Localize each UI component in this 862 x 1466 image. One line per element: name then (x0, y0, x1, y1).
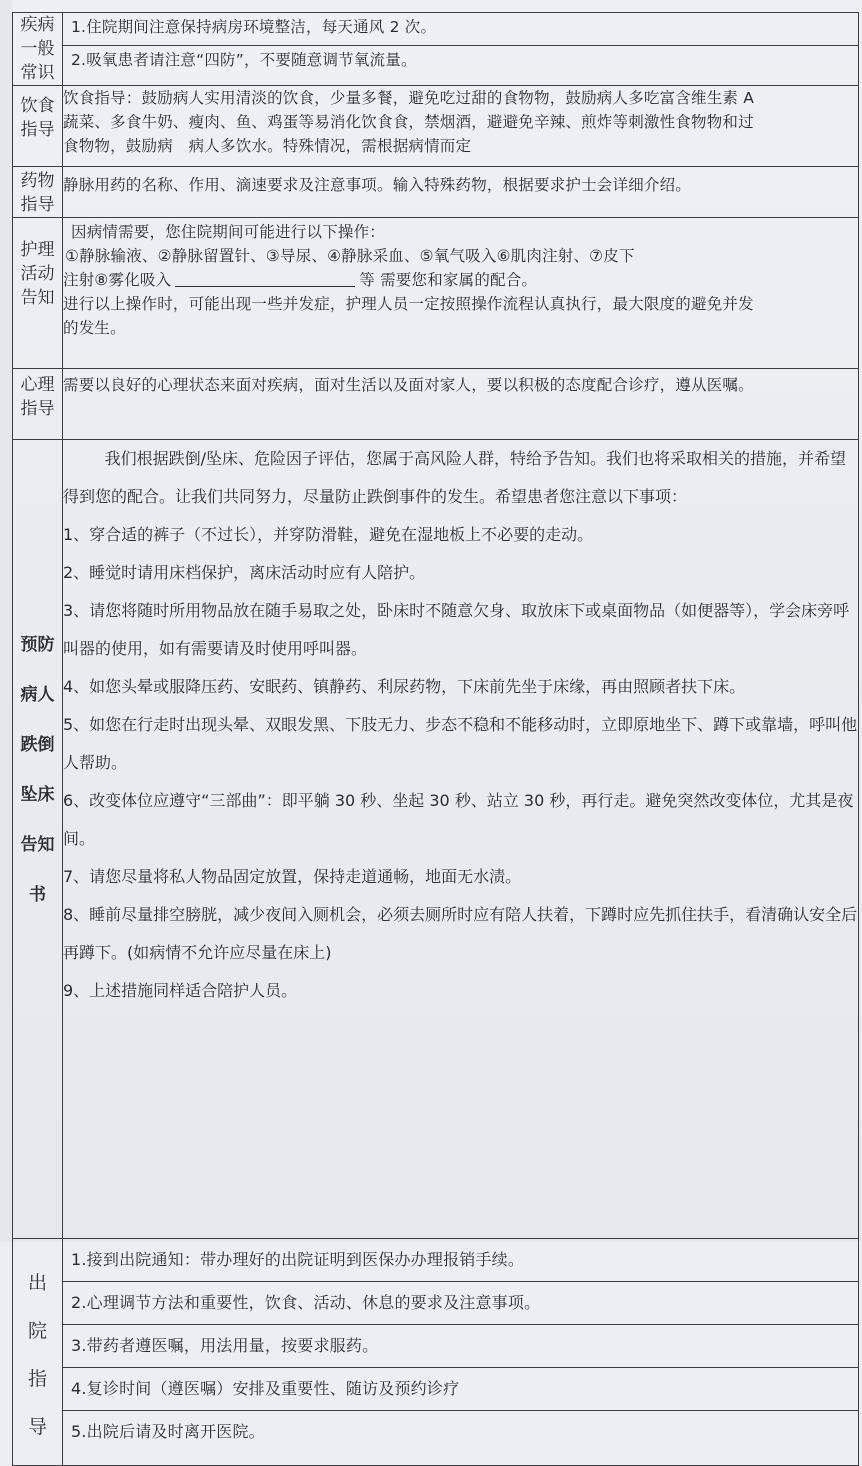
nursing-line-3-pre: 注射⑧雾化吸入 (63, 271, 172, 289)
medicine-content: 静脉用药的名称、作用、滴速要求及注意事项。输入特殊药物，根据要求护士会详细介绍。 (63, 167, 859, 218)
row-medicine (13, 167, 859, 218)
label-char: 书 (29, 885, 46, 905)
label-medicine (13, 167, 63, 218)
nursing-line-5: 的发生。 (63, 319, 126, 337)
label-general (13, 13, 63, 86)
label-char: 指导 (20, 195, 55, 215)
general-item-1: 1.住院期间注意保持病房环境整洁，每天通风 2 次。 (71, 18, 437, 36)
label-char: 坠床 (20, 785, 55, 805)
fill-in-blank[interactable] (175, 268, 355, 287)
health-education-table (12, 12, 859, 1466)
nursing-line-1: 因病情需要，您住院期间可能进行以下操作： (71, 223, 386, 241)
label-char: 告知 (20, 288, 55, 308)
row-nursing (13, 218, 859, 369)
label-char: 饮食 (20, 96, 55, 116)
label-char: 药物 (20, 171, 55, 191)
diet-line-1: 饮食指导：鼓励病人实用清淡的饮食，少量多餐，避免吃过甜的食物物，鼓励病人多吃富含维生素 A (63, 89, 755, 107)
label-char: 常识 (20, 63, 55, 83)
row-psych (13, 369, 859, 440)
discharge-item-1: 1.接到出院通知：带办理好的出院证明到医保办办理报销手续。 (71, 1250, 525, 1269)
fall-item: 4、如您头晕或服降压药、安眠药、镇静药、利尿药物，下床前先坐于床缘，再由照顾者扶下床。 (63, 677, 746, 696)
discharge-item-5: 5.出院后请及时离开医院。 (63, 1410, 858, 1453)
nursing-line-4: 进行以上操作时，可能出现一些并发症，护理人员一定按照操作流程认真执行，最大限度的避免并发 (63, 295, 754, 313)
label-char: 疾病 (20, 15, 55, 35)
label-char: 预防 (20, 635, 55, 655)
page-edge (0, 0, 12, 1242)
label-char: 心理 (20, 375, 55, 395)
fall-item: 2、睡觉时请用床档保护，离床活动时应有人陪护。 (63, 563, 426, 582)
diet-line-2: 蔬菜、多食牛奶、瘦肉、鱼、鸡蛋等易消化饮食食，禁烟酒，避避免辛辣、煎炸等刺激性食物物和过 (63, 113, 754, 131)
nursing-content (63, 218, 859, 369)
label-diet (13, 86, 63, 167)
general-content (63, 13, 859, 86)
label-fall (13, 440, 63, 1239)
psych-content: 需要以良好的心理状态来面对疾病，面对生活以及面对家人，要以积极的态度配合诊疗，遵从医嘱。 (63, 369, 859, 440)
fall-item: 6、改变体位应遵守“三部曲”：即平躺 30 秒、坐起 30 秒、站立 30 秒，再行走。避免突然改变体位，尤其是夜间。 (63, 791, 854, 848)
fall-item: 7、请您尽量将私人物品固定放置，保持走道通畅，地面无水渍。 (63, 867, 522, 886)
row-general (13, 13, 859, 86)
discharge-content (63, 1239, 859, 1466)
fall-item: 9、上述措施同样适合陪护人员。 (63, 981, 298, 1000)
row-discharge (13, 1239, 859, 1466)
fall-item: 8、睡前尽量排空膀胱，减少夜间入厕机会，必须去厕所时应有陪人扶着，下蹲时应先抓住扶手，看清确认安全后再蹲下。(如病情不允许应尽量在床上) (63, 905, 858, 962)
fall-item: 5、如您在行走时出现头晕、双眼发黑、下肢无力、步态不稳和不能移动时，立即原地坐下、蹲下或靠墙，呼叫他人帮助。 (63, 715, 858, 772)
diet-content (63, 86, 859, 167)
discharge-item-2: 2.心理调节方法和重要性，饮食、活动、休息的要求及注意事项。 (63, 1281, 858, 1324)
fall-intro: 我们根据跌倒/坠床、危险因子评估，您属于高风险人群，特给予告知。我们也将采取相关的措施，并希望得到您的配合。让我们共同努力，尽量防止跌倒事件的发生。希望患者您注意以下事项： (63, 449, 846, 506)
label-char: 病人 (20, 685, 55, 705)
row-fall (13, 440, 859, 1239)
nursing-line-3 (63, 268, 858, 292)
label-char: 指导 (20, 399, 55, 419)
label-psych (13, 369, 63, 440)
label-char: 告知 (20, 835, 55, 855)
label-char: 指 (27, 1368, 47, 1390)
fall-item: 3、请您将随时所用物品放在随手易取之处，卧床时不随意欠身、取放床下或桌面物品（如便器等），学会床旁呼叫器的使用，如有需要请及时使用呼叫器。 (63, 601, 850, 658)
label-char: 活动 (20, 264, 55, 284)
discharge-item-3: 3.带药者遵医嘱，用法用量，按要求服药。 (63, 1324, 858, 1367)
label-char: 跌倒 (20, 735, 55, 755)
label-discharge (13, 1239, 63, 1466)
nursing-line-2: ①静脉输液、②静脉留置针、③导尿、④静脉采血、⑤氧气吸入⑥肌肉注射、⑦皮下 (65, 247, 635, 265)
nursing-line-3-post: 等 需要您和家属的配合。 (359, 271, 538, 289)
general-item-2: 2.吸氧患者请注意“四防”，不要随意调节氧流量。 (63, 45, 858, 78)
label-char: 出 (27, 1272, 47, 1294)
diet-line-3: 食物物，鼓励病 病人多饮水。特殊情况，需根据病情而定 (63, 137, 472, 155)
label-char: 指导 (20, 120, 55, 140)
fall-content (63, 440, 859, 1239)
discharge-item-4: 4.复诊时间（遵医嘱）安排及重要性、随访及预约诊疗 (63, 1367, 858, 1410)
label-nursing (13, 218, 63, 369)
label-char: 院 (27, 1320, 47, 1342)
label-char: 一般 (20, 39, 55, 59)
label-char: 导 (27, 1416, 47, 1438)
label-char: 护理 (20, 240, 55, 260)
row-diet (13, 86, 859, 167)
fall-item: 1、穿合适的裤子（不过长），并穿防滑鞋，避免在湿地板上不必要的走动。 (63, 525, 594, 544)
